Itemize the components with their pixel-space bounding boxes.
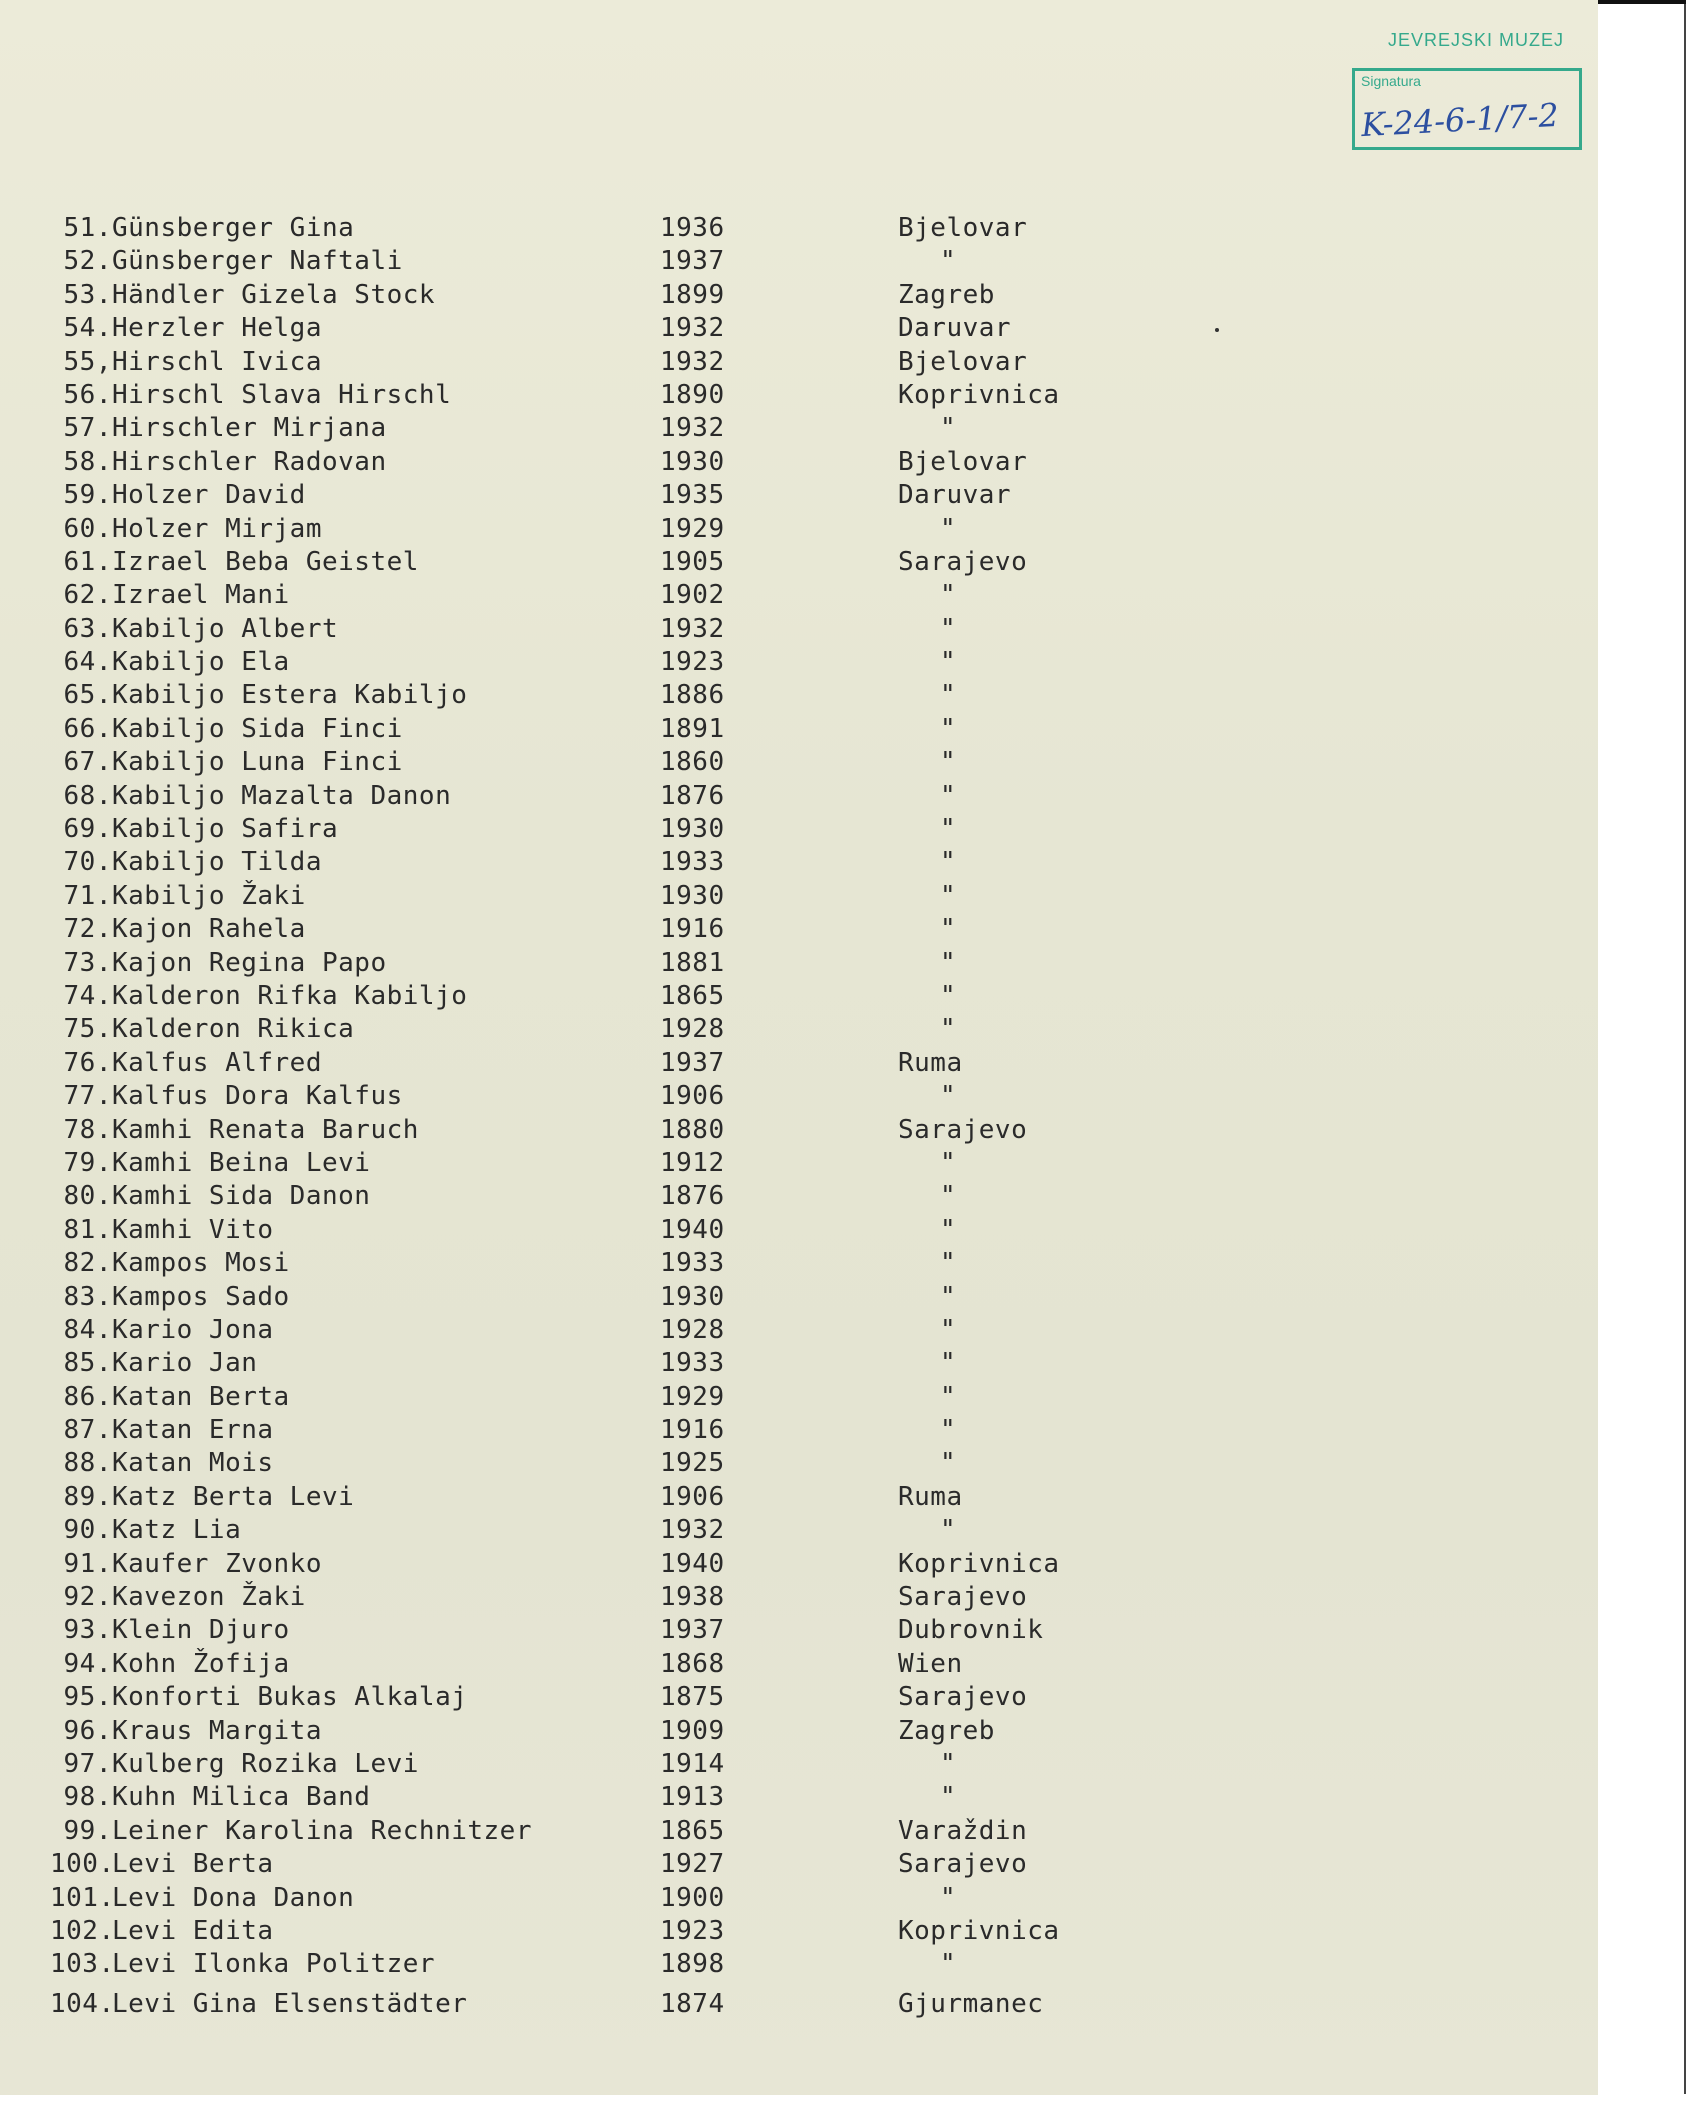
entry-number: 93. — [63, 1615, 112, 1646]
person-name: Kohn Žofija — [112, 1648, 290, 1679]
person-name: Levi Ilonka Politzer — [112, 1949, 436, 1980]
list-item — [0, 1444, 1598, 1477]
person-name: Kavezon Žaki — [112, 1582, 306, 1613]
person-name: Kabiljo Albert — [112, 613, 339, 644]
entry-number: 102. — [50, 1915, 115, 1946]
entry-number: 64. — [63, 647, 112, 678]
birth-year: 1923 — [660, 647, 725, 678]
list-item — [0, 1712, 1598, 1745]
place-name: " — [940, 1415, 957, 1446]
person-name: Kampos Mosi — [112, 1248, 290, 1279]
person-name: Kabiljo Tilda — [112, 847, 322, 878]
place-name: Daruvar — [898, 313, 1012, 344]
list-item — [0, 1478, 1598, 1511]
place-name: Wien — [898, 1648, 963, 1679]
place-name: Daruvar — [898, 480, 1012, 511]
entry-number: 65. — [63, 680, 112, 711]
place-name: " — [940, 713, 957, 744]
entry-number: 54. — [63, 313, 112, 344]
list-item — [0, 376, 1598, 409]
person-name: Konforti Bukas Alkalaj — [112, 1682, 468, 1713]
person-name: Levi Dona Danon — [112, 1882, 355, 1913]
list-item — [0, 1678, 1598, 1711]
birth-year: 1891 — [660, 713, 725, 744]
birth-year: 1886 — [660, 680, 725, 711]
entry-number: 51. — [63, 213, 112, 243]
list-item — [0, 1879, 1598, 1912]
person-name: Hirschl Slava Hirschl — [112, 379, 452, 410]
birth-year: 1876 — [660, 780, 725, 811]
birth-year: 1906 — [660, 1081, 725, 1112]
entry-number: 81. — [63, 1214, 112, 1245]
birth-year: 1865 — [660, 980, 725, 1011]
list-item — [0, 1578, 1598, 1611]
list-item — [0, 1812, 1598, 1845]
person-name: Katan Erna — [112, 1415, 274, 1446]
birth-year: 1929 — [660, 513, 725, 544]
entry-number: 77. — [63, 1081, 112, 1112]
scan-edge-top — [1598, 0, 1686, 4]
entry-number: 59. — [63, 480, 112, 511]
person-name: Kampos Sado — [112, 1281, 290, 1312]
entry-number: 103. — [50, 1949, 115, 1980]
place-name: " — [940, 613, 957, 644]
person-name: Kaufer Zvonko — [112, 1548, 322, 1579]
stamp-signature: K-24-6-1/7-2 — [1360, 95, 1560, 145]
birth-year: 1880 — [660, 1114, 725, 1145]
entry-number: 66. — [63, 713, 112, 744]
person-name: Klein Djuro — [112, 1615, 290, 1646]
stamp-label: Signatura — [1361, 73, 1421, 89]
list-item — [0, 443, 1598, 476]
place-name: " — [940, 413, 957, 444]
list-item — [0, 1511, 1598, 1544]
entry-number: 98. — [63, 1782, 112, 1813]
list-item — [0, 1144, 1598, 1177]
entry-number: 104. — [50, 1988, 115, 2019]
entry-number: 84. — [63, 1314, 112, 1345]
birth-year: 1890 — [660, 379, 725, 410]
birth-year: 1940 — [660, 1548, 725, 1579]
place-name: " — [940, 1248, 957, 1279]
list-item — [0, 209, 1598, 242]
list-item — [0, 1044, 1598, 1077]
list-item — [0, 1912, 1598, 1945]
entry-number: 100. — [50, 1849, 115, 1880]
list-item — [0, 743, 1598, 776]
entry-number: 68. — [63, 780, 112, 811]
place-name: Sarajevo — [898, 1849, 1028, 1880]
entry-number: 96. — [63, 1715, 112, 1746]
place-name: " — [940, 814, 957, 845]
place-name: Dubrovnik — [898, 1615, 1044, 1646]
person-name: Holzer David — [112, 480, 306, 511]
birth-year: 1930 — [660, 814, 725, 845]
birth-year: 1940 — [660, 1214, 725, 1245]
place-name: " — [940, 1782, 957, 1813]
birth-year: 1932 — [660, 1515, 725, 1546]
place-name: Sarajevo — [898, 546, 1028, 577]
person-name: Kraus Margita — [112, 1715, 322, 1746]
person-name: Kamhi Beina Levi — [112, 1147, 371, 1178]
place-name: Sarajevo — [898, 1114, 1028, 1145]
list-item — [0, 1311, 1598, 1344]
entry-number: 88. — [63, 1448, 112, 1479]
list-item — [0, 343, 1598, 376]
place-name: " — [940, 1281, 957, 1312]
place-name: " — [940, 980, 957, 1011]
birth-year: 1913 — [660, 1782, 725, 1813]
person-name: Günsberger Naftali — [112, 246, 403, 277]
list-item — [0, 309, 1598, 342]
list-item — [0, 1945, 1598, 1978]
person-name: Kabiljo Estera Kabiljo — [112, 680, 468, 711]
birth-year: 1914 — [660, 1748, 725, 1779]
birth-year: 1876 — [660, 1181, 725, 1212]
list-item — [0, 242, 1598, 275]
place-name: " — [940, 880, 957, 911]
entry-number: 74. — [63, 980, 112, 1011]
place-name: " — [940, 1014, 957, 1045]
entry-number: 52. — [63, 246, 112, 277]
place-name: Ruma — [898, 1481, 963, 1512]
person-name: Hirschl Ivica — [112, 346, 322, 377]
entry-number: 82. — [63, 1248, 112, 1279]
place-name: " — [940, 1181, 957, 1212]
list-item — [0, 643, 1598, 676]
person-name: Hirschler Mirjana — [112, 413, 387, 444]
place-name: " — [940, 246, 957, 277]
entry-number: 61. — [63, 546, 112, 577]
birth-year: 1925 — [660, 1448, 725, 1479]
entry-number: 94. — [63, 1648, 112, 1679]
birth-year: 1902 — [660, 580, 725, 611]
birth-year: 1930 — [660, 880, 725, 911]
list-item — [0, 1244, 1598, 1277]
entry-number: 89. — [63, 1481, 112, 1512]
list-item — [0, 710, 1598, 743]
person-name: Izrael Beba Geistel — [112, 546, 419, 577]
entry-number: 91. — [63, 1548, 112, 1579]
birth-year: 1900 — [660, 1882, 725, 1913]
place-name: Gjurmanec — [898, 1988, 1044, 2019]
birth-year: 1935 — [660, 480, 725, 511]
place-name: " — [940, 1314, 957, 1345]
entry-number: 78. — [63, 1114, 112, 1145]
person-name: Levi Gina Elsenstädter — [112, 1988, 468, 2019]
entry-number: 62. — [63, 580, 112, 611]
list-item — [0, 877, 1598, 910]
stamp-title: JEVREJSKI MUZEJ — [1387, 30, 1564, 50]
list-item — [0, 977, 1598, 1010]
place-name: " — [940, 1949, 957, 1980]
person-name: Herzler Helga — [112, 313, 322, 344]
person-name: Kabiljo Ela — [112, 647, 290, 678]
place-name: " — [940, 747, 957, 778]
entry-number: 101. — [50, 1882, 115, 1913]
birth-year: 1938 — [660, 1582, 725, 1613]
birth-year: 1868 — [660, 1648, 725, 1679]
birth-year: 1905 — [660, 546, 725, 577]
birth-year: 1930 — [660, 1281, 725, 1312]
entry-number: 86. — [63, 1381, 112, 1412]
place-name: Bjelovar — [898, 213, 1028, 243]
place-name: " — [940, 647, 957, 678]
list-item — [0, 576, 1598, 609]
person-name: Kabiljo Safira — [112, 814, 339, 845]
birth-year: 1928 — [660, 1314, 725, 1345]
stamp-box — [1352, 68, 1582, 150]
person-name: Kabiljo Žaki — [112, 880, 306, 911]
birth-year: 1937 — [660, 1047, 725, 1078]
list-item — [0, 1411, 1598, 1444]
person-name: Katz Lia — [112, 1515, 242, 1546]
place-name: Ruma — [898, 1047, 963, 1078]
entry-number: 76. — [63, 1047, 112, 1078]
place-name: " — [940, 1214, 957, 1245]
entry-number: 80. — [63, 1181, 112, 1212]
place-name: Sarajevo — [898, 1682, 1028, 1713]
person-name: Kalfus Alfred — [112, 1047, 322, 1078]
birth-year: 1916 — [660, 914, 725, 945]
place-name: " — [940, 580, 957, 611]
place-name: Koprivnica — [898, 379, 1060, 410]
birth-year: 1932 — [660, 613, 725, 644]
entry-number: 95. — [63, 1682, 112, 1713]
place-name: " — [940, 1448, 957, 1479]
list-item — [0, 1177, 1598, 1210]
person-name: Katz Berta Levi — [112, 1481, 355, 1512]
birth-year: 1899 — [660, 279, 725, 310]
person-name: Leiner Karolina Rechnitzer — [112, 1815, 532, 1846]
person-list — [0, 209, 1598, 2019]
list-item — [0, 1010, 1598, 1043]
list-item — [0, 276, 1598, 309]
entry-number: 92. — [63, 1582, 112, 1613]
entry-number: 90. — [63, 1515, 112, 1546]
list-item — [0, 409, 1598, 442]
entry-number: 63. — [63, 613, 112, 644]
person-name: Kario Jan — [112, 1348, 258, 1379]
person-name: Kamhi Renata Baruch — [112, 1114, 419, 1145]
person-name: Günsberger Gina — [112, 213, 355, 243]
birth-year: 1912 — [660, 1147, 725, 1178]
birth-year: 1927 — [660, 1849, 725, 1880]
person-name: Kabiljo Luna Finci — [112, 747, 403, 778]
birth-year: 1929 — [660, 1381, 725, 1412]
place-name: " — [940, 847, 957, 878]
entry-number: 69. — [63, 814, 112, 845]
birth-year: 1860 — [660, 747, 725, 778]
birth-year: 1928 — [660, 1014, 725, 1045]
person-name: Katan Mois — [112, 1448, 274, 1479]
entry-number: 72. — [63, 914, 112, 945]
entry-number: 97. — [63, 1748, 112, 1779]
list-item — [0, 510, 1598, 543]
place-name: Bjelovar — [898, 446, 1028, 477]
person-name: Kabiljo Sida Finci — [112, 713, 403, 744]
place-name: Bjelovar — [898, 346, 1028, 377]
person-name: Kalfus Dora Kalfus — [112, 1081, 403, 1112]
list-item — [0, 1545, 1598, 1578]
birth-year: 1933 — [660, 1348, 725, 1379]
place-name: " — [940, 680, 957, 711]
list-item — [0, 676, 1598, 709]
place-name: " — [940, 513, 957, 544]
person-name: Kajon Rahela — [112, 914, 306, 945]
birth-year: 1932 — [660, 413, 725, 444]
scan-edge-right — [1684, 4, 1686, 2094]
entry-number: 73. — [63, 947, 112, 978]
list-item — [0, 610, 1598, 643]
list-item — [0, 1611, 1598, 1644]
entry-number: 71. — [63, 880, 112, 911]
list-item — [0, 810, 1598, 843]
person-name: Händler Gizela Stock — [112, 279, 436, 310]
person-name: Kamhi Sida Danon — [112, 1181, 371, 1212]
place-name: " — [940, 1081, 957, 1112]
entry-number: 67. — [63, 747, 112, 778]
place-name: Koprivnica — [898, 1548, 1060, 1579]
place-name: " — [940, 780, 957, 811]
museum-stamp — [1352, 30, 1582, 145]
entry-number: 75. — [63, 1014, 112, 1045]
list-item — [0, 1645, 1598, 1678]
entry-number: 70. — [63, 847, 112, 878]
list-item — [0, 910, 1598, 943]
entry-number: 83. — [63, 1281, 112, 1312]
place-name: Zagreb — [898, 279, 995, 310]
person-name: Katan Berta — [112, 1381, 290, 1412]
person-name: Kario Jona — [112, 1314, 274, 1345]
place-name: " — [940, 1515, 957, 1546]
list-item — [0, 1979, 1598, 2019]
birth-year: 1923 — [660, 1915, 725, 1946]
person-name: Kulberg Rozika Levi — [112, 1748, 419, 1779]
birth-year: 1906 — [660, 1481, 725, 1512]
birth-year: 1932 — [660, 313, 725, 344]
list-item — [0, 1778, 1598, 1811]
place-name: " — [940, 1748, 957, 1779]
list-item — [0, 476, 1598, 509]
birth-year: 1936 — [660, 213, 725, 243]
birth-year: 1937 — [660, 246, 725, 277]
person-name: Levi Berta — [112, 1849, 274, 1880]
list-item — [0, 1111, 1598, 1144]
list-item — [0, 1745, 1598, 1778]
person-name: Izrael Mani — [112, 580, 290, 611]
entry-number: 56. — [63, 379, 112, 410]
list-item — [0, 1378, 1598, 1411]
person-name: Kuhn Milica Band — [112, 1782, 371, 1813]
list-item — [0, 1278, 1598, 1311]
birth-year: 1930 — [660, 446, 725, 477]
list-item — [0, 944, 1598, 977]
place-name: " — [940, 1882, 957, 1913]
list-item — [0, 543, 1598, 576]
entry-number: 99. — [63, 1815, 112, 1846]
entry-number: 53. — [63, 279, 112, 310]
person-name: Kamhi Vito — [112, 1214, 274, 1245]
birth-year: 1874 — [660, 1988, 725, 2019]
place-name: " — [940, 1147, 957, 1178]
person-name: Kajon Regina Papo — [112, 947, 387, 978]
person-name: Kalderon Rifka Kabiljo — [112, 980, 468, 1011]
place-name: Zagreb — [898, 1715, 995, 1746]
birth-year: 1875 — [660, 1682, 725, 1713]
entry-number: 60. — [63, 513, 112, 544]
list-item — [0, 1845, 1598, 1878]
birth-year: 1898 — [660, 1949, 725, 1980]
birth-year: 1909 — [660, 1715, 725, 1746]
place-name: Varaždin — [898, 1815, 1028, 1846]
birth-year: 1916 — [660, 1415, 725, 1446]
birth-year: 1932 — [660, 346, 725, 377]
entry-number: 87. — [63, 1415, 112, 1446]
place-name: " — [940, 947, 957, 978]
birth-year: 1937 — [660, 1615, 725, 1646]
person-name: Levi Edita — [112, 1915, 274, 1946]
person-name: Holzer Mirjam — [112, 513, 322, 544]
list-item — [0, 843, 1598, 876]
entry-number: 55, — [63, 346, 112, 377]
birth-year: 1933 — [660, 847, 725, 878]
list-item — [0, 777, 1598, 810]
person-name: Kalderon Rikica — [112, 1014, 355, 1045]
birth-year: 1865 — [660, 1815, 725, 1846]
list-item — [0, 1211, 1598, 1244]
birth-year: 1881 — [660, 947, 725, 978]
person-name: Hirschler Radovan — [112, 446, 387, 477]
entry-number: 85. — [63, 1348, 112, 1379]
place-name: Sarajevo — [898, 1582, 1028, 1613]
entry-number: 58. — [63, 446, 112, 477]
place-name: Koprivnica — [898, 1915, 1060, 1946]
list-item — [0, 1077, 1598, 1110]
entry-number: 79. — [63, 1147, 112, 1178]
entry-number: 57. — [63, 413, 112, 444]
place-name: " — [940, 1348, 957, 1379]
place-name: " — [940, 1381, 957, 1412]
place-name: " — [940, 914, 957, 945]
birth-year: 1933 — [660, 1248, 725, 1279]
list-item — [0, 1344, 1598, 1377]
person-name: Kabiljo Mazalta Danon — [112, 780, 452, 811]
